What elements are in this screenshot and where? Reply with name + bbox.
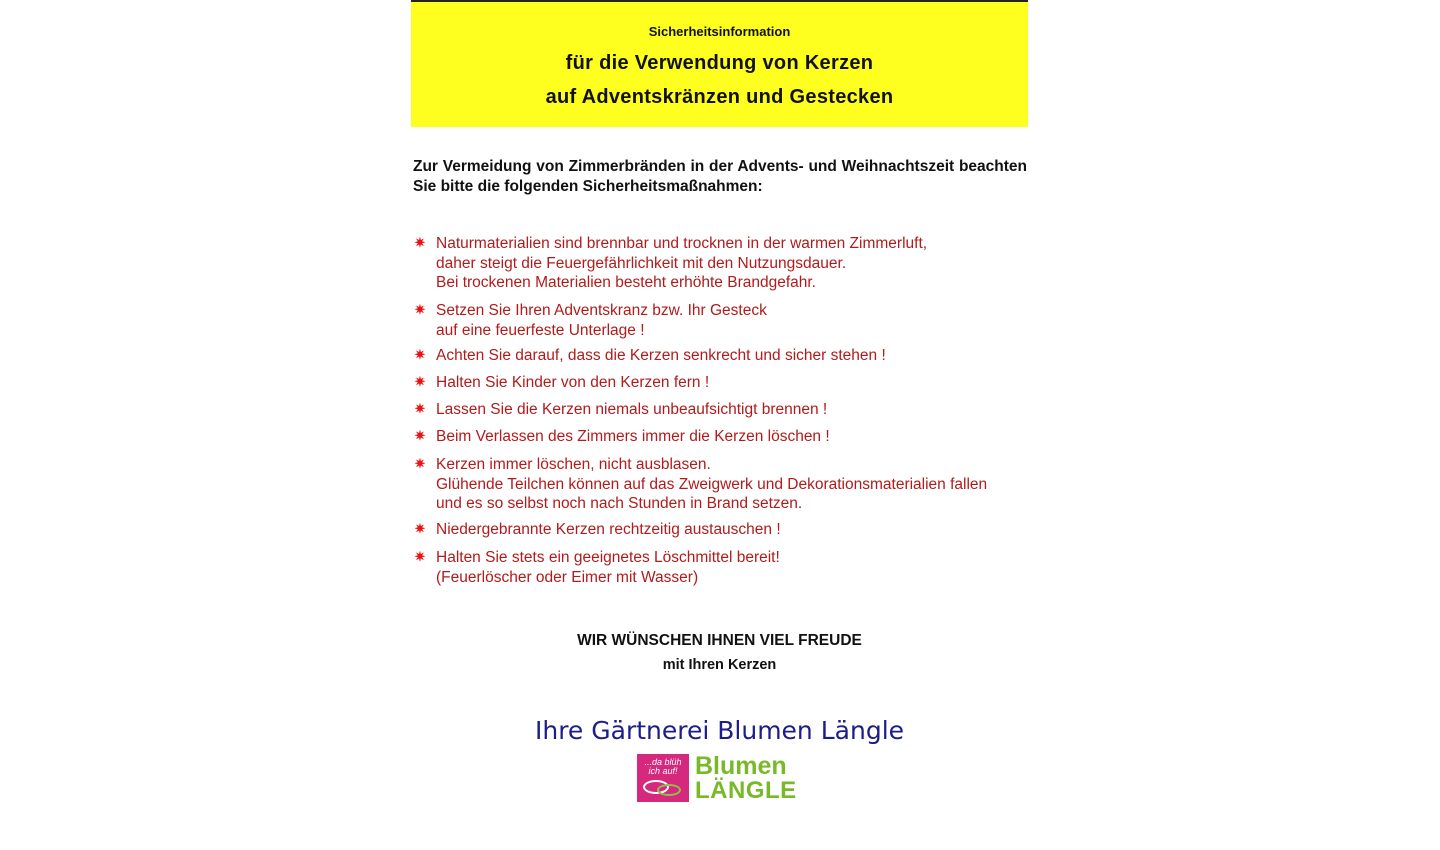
closing-line-1: WIR WÜNSCHEN IHNEN VIEL FREUDE bbox=[577, 632, 862, 649]
logo-tagline: ...da blüh ich auf! bbox=[644, 757, 682, 776]
signature-text: Ihre Gärtnerei Blumen Längle bbox=[534, 716, 905, 745]
closing-line-2: mit Ihren Kerzen bbox=[662, 657, 777, 673]
title-banner bbox=[411, 0, 1028, 127]
list-item-text: Halten Sie stets ein geeignetes Löschmittel bereit! (Feuerlöscher oder Eimer mit Wasser) bbox=[436, 549, 780, 586]
list-item-text: Setzen Sie Ihren Adventskranz bzw. Ihr Gesteck auf eine feuerfeste Unterlage ! bbox=[436, 302, 767, 339]
star-icon: ✷ bbox=[414, 401, 426, 416]
banner-kicker: Sicherheitsinformation bbox=[648, 24, 791, 39]
star-icon: ✷ bbox=[414, 428, 426, 443]
star-icon: ✷ bbox=[414, 347, 426, 362]
banner-title-line-2: auf Adventskränzen und Gestecken bbox=[545, 86, 894, 108]
logo-word-blumen: Blumen bbox=[695, 752, 787, 780]
logo-mark bbox=[637, 754, 689, 802]
star-icon: ✷ bbox=[414, 521, 426, 536]
list-item-text: Halten Sie Kinder von den Kerzen fern ! bbox=[436, 374, 710, 391]
list-item-text: Lassen Sie die Kerzen niemals unbeaufsichtigt brennen ! bbox=[436, 401, 828, 418]
company-logo bbox=[637, 752, 807, 804]
star-icon: ✷ bbox=[414, 549, 426, 564]
list-item-text: Kerzen immer löschen, nicht ausblasen. Glühende Teilchen können auf das Zweigwerk und Dekorationsmaterialien fallen und es so selbst noch nach Stunden in Brand setzen. bbox=[436, 456, 988, 512]
list-item-text: Beim Verlassen des Zimmers immer die Kerzen löschen ! bbox=[436, 428, 830, 445]
banner-title-line-1: für die Verwendung von Kerzen bbox=[565, 52, 874, 74]
logo-word-laengle: LÄNGLE bbox=[695, 777, 797, 804]
ring-icon bbox=[657, 784, 681, 796]
star-icon: ✷ bbox=[414, 235, 426, 250]
star-icon: ✷ bbox=[414, 302, 426, 317]
star-icon: ✷ bbox=[414, 374, 426, 389]
star-icon: ✷ bbox=[414, 456, 426, 471]
list-item-text: Naturmaterialien sind brennbar und trocknen in der warmen Zimmerluft, daher steigt die Feuergefährlichkeit mit den Nutzungsdauer. Bei trockenen Materialien besteht erhöhte Brandgefahr. bbox=[436, 235, 928, 291]
intro-paragraph: Zur Vermeidung von Zimmerbränden in der Advents- und Weihnachtszeit beachten Sie bitte die folgenden Sicherheitsmaßnahmen: bbox=[413, 158, 1027, 195]
list-item-text: Niedergebrannte Kerzen rechtzeitig austauschen ! bbox=[436, 521, 781, 538]
document-page bbox=[411, 0, 1028, 850]
list-item-text: Achten Sie darauf, dass die Kerzen senkrecht und sicher stehen ! bbox=[436, 347, 886, 364]
